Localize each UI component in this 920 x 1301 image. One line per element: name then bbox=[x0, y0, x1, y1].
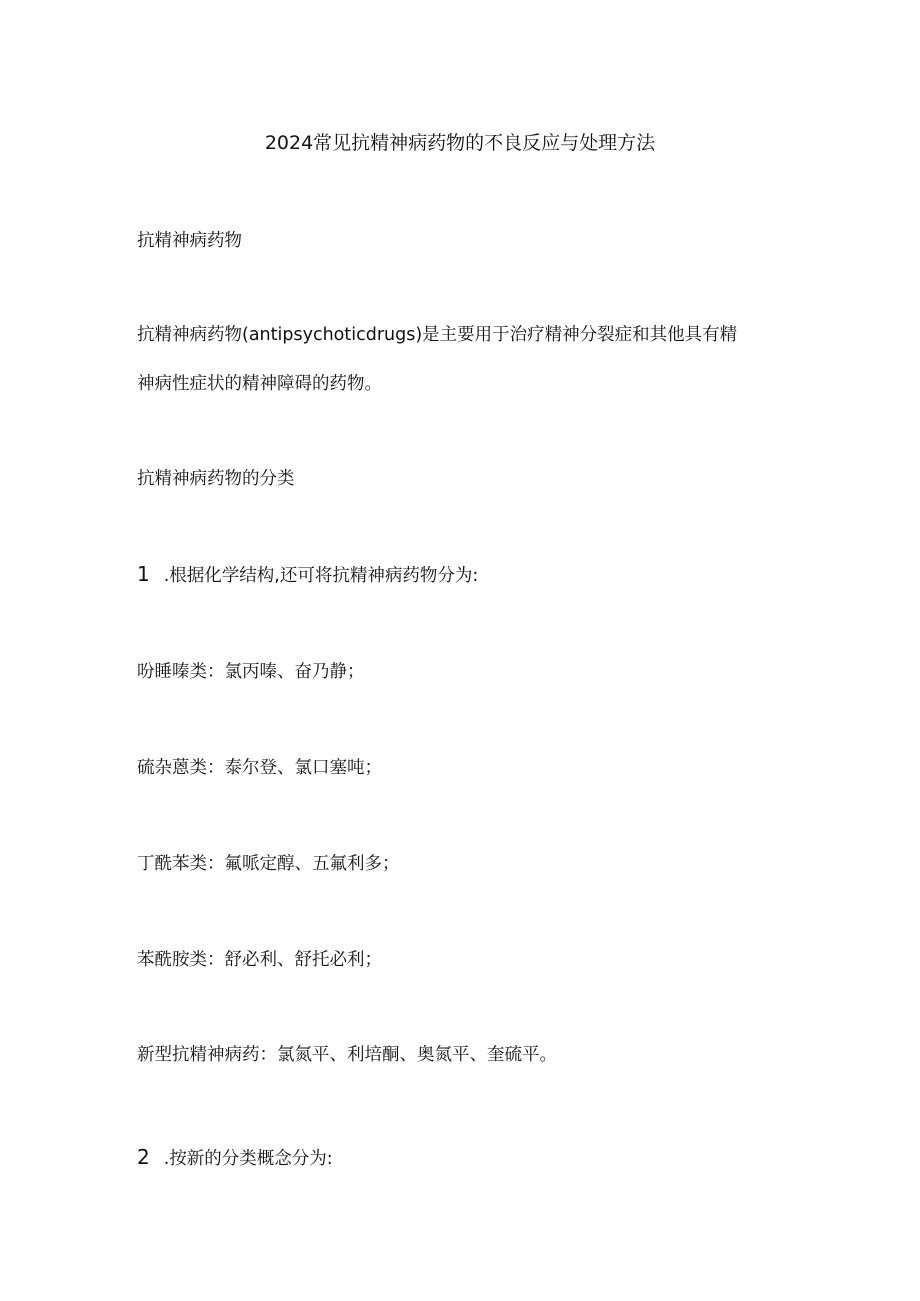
list-item-1 bbox=[137, 561, 478, 589]
class-line-thioxanthenes: 硫杂蒽类：泰尔登、氯口塞吨； bbox=[137, 758, 382, 778]
class-line-butyrophenones: 丁酰苯类：氟哌定醇、五氟利多； bbox=[137, 854, 400, 874]
section-heading-antipsychotics: 抗精神病药物 bbox=[137, 231, 242, 251]
intro-paragraph-line-1: 抗精神病药物(antipsychoticdrugs)是主要用于治疗精神分裂症和其他具有精 bbox=[137, 325, 738, 345]
list-item-number: 2 bbox=[137, 1145, 150, 1169]
list-item-text: .根据化学结构,还可将抗精神病药物分为: bbox=[163, 566, 479, 586]
list-item-2 bbox=[137, 1144, 333, 1172]
class-line-new-antipsychotics: 新型抗精神病药：氯氮平、利培酮、奥氮平、奎硫平。 bbox=[137, 1045, 557, 1065]
class-line-benzamides: 苯酰胺类：舒必利、舒托必利； bbox=[137, 950, 382, 970]
class-line-phenothiazines: 吩睡嗪类：氯丙嗪、奋乃静； bbox=[137, 662, 365, 682]
list-item-text: .按新的分类概念分为: bbox=[163, 1149, 333, 1169]
document-title: 2024常见抗精神病药物的不良反应与处理方法 bbox=[264, 132, 656, 154]
intro-paragraph-line-2: 神病性症状的精神障碍的药物。 bbox=[137, 374, 382, 394]
list-item-number: 1 bbox=[137, 562, 150, 586]
section-heading-classification: 抗精神病药物的分类 bbox=[137, 469, 295, 489]
